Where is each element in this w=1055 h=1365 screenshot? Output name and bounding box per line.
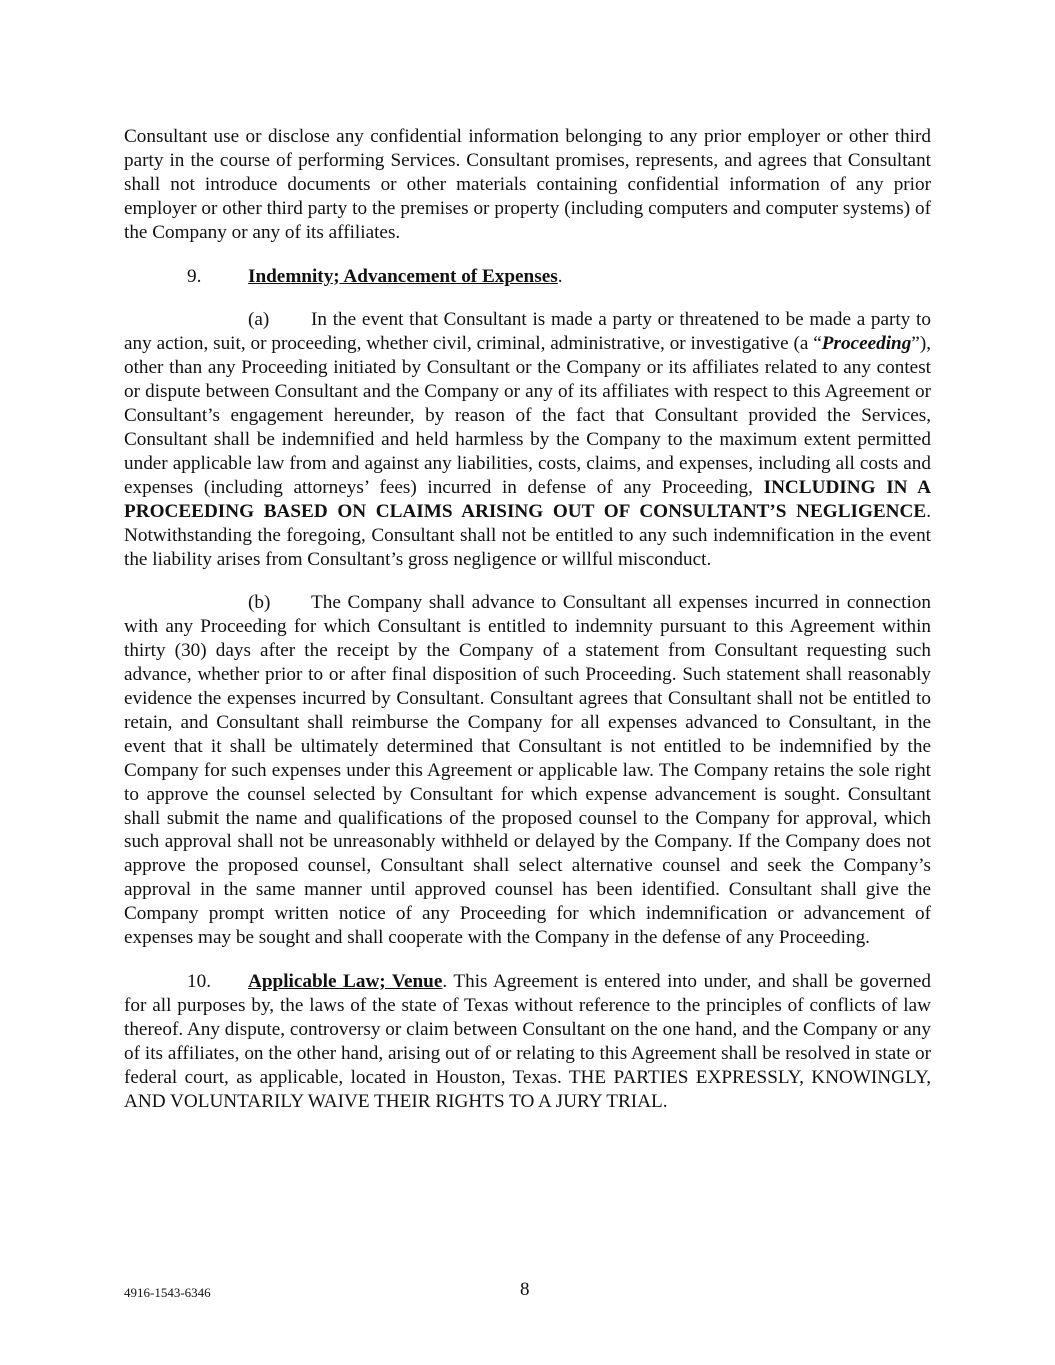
section-9-number: 9. — [187, 265, 202, 287]
section-10-text: . This Agreement is entered into under, and shall be governed for all purposes by, the laws of the state of Texas without reference to the principles of conflicts of law thereof. Any dispute, controversy or claim between Consultant on the one hand, and the Company or any of its affiliates, on the other hand, arising out of or relating to this Agreement shall be resolved in state or federal court, as applicable, located in Houston, Texas. THE PARTIES EXPRESSLY, KNOWINGLY, AND VOLUNTARILY WAIVE THEIR RIGHTS TO A JURY TRIAL. — [124, 971, 931, 1112]
section-9a-label: (a) — [248, 309, 270, 331]
section-9b-label: (b) — [248, 592, 271, 614]
section-10-paragraph — [124, 970, 931, 1113]
defined-term-proceeding: Proceeding — [821, 333, 912, 355]
document-page — [124, 125, 931, 1113]
section-9a-paragraph — [124, 308, 931, 571]
section-9a-text-2: ”), other than any Proceeding initiated by Consultant or the Company or its affiliates related to any contest or dispute between Consultant and the Company or any of its affiliates with respect to this Agreement or Consultant’s engagement hereunder, by reason of the fact that Consultant provided the Services, Consultant shall be indemnified and held harmless by the Company to the maximum extent permitted under applicable law from and against any liabilities, costs, claims, and expenses, including all costs and expenses (including attorneys’ fees) incurred in defense of any Proceeding, — [124, 333, 931, 498]
section-10-title: Applicable Law; Venue — [248, 971, 443, 992]
footer-page-number: 8 — [520, 1279, 530, 1300]
section-9a-text-3: . Notwithstanding the foregoing, Consultant shall not be entitled to any such indemnification in the event the liability arises from Consultant’s gross negligence or willful misconduct. — [124, 500, 931, 570]
section-9-title-end: . — [557, 265, 563, 287]
intro-paragraph: Consultant use or disclose any confidential information belonging to any prior employer or other third party in the course of performing Services. Consultant promises, represents, and agrees that Consultant shall not introduce documents or other materials containing confidential information of any prior employer or other third party to the premises or property (including computers and computer systems) of the Company or any of its affiliates. — [124, 126, 931, 243]
footer-document-id: 4916-1543-6346 — [124, 1285, 211, 1300]
section-9a-text-1: In the event that Consultant is made a party or threatened to be made a party to any action, suit, or proceeding, whether civil, criminal, administrative, or investigative (a “ — [124, 309, 931, 355]
section-10-number: 10. — [187, 971, 211, 992]
section-9-heading — [124, 265, 931, 289]
section-9-title: Indemnity; Advancement of Expenses — [248, 265, 558, 287]
section-9b-paragraph — [124, 591, 931, 950]
section-9b-text: The Company shall advance to Consultant all expenses incurred in connection with any Proceeding for which Consultant is entitled to indemnity pursuant to this Agreement within thirty (30) days after the receipt by the Company of a statement from Consultant requesting such advance, whether prior to or after final disposition of such Proceeding. Such statement shall reasonably evidence the expenses incurred by Consultant. Consultant agrees that Consultant shall not be entitled to retain, and Consultant shall reimburse the Company for all expenses advanced to Consultant, in the event that it shall be ultimately determined that Consultant is not entitled to be indemnified by the Company for such expenses under this Agreement or applicable law. The Company retains the sole right to approve the counsel selected by Consultant for which expense advancement is sought. Consultant shall submit the name and qualifications of the proposed counsel to the Company for approval, which such approval shall not be unreasonably withheld or delayed by the Company. If the Company does not approve the proposed counsel, Consultant shall select alternative counsel and seek the Company’s approval in the same manner until approved counsel has been identified. Consultant shall give the Company prompt written notice of any Proceeding for which indemnification or advancement of expenses may be sought and shall cooperate with the Company in the defense of any Proceeding. — [124, 592, 931, 949]
section-9a-bold-text: INCLUDING IN A PROCEEDING BASED ON CLAIMS ARISING OUT OF CONSULTANT’S NEGLIGENCE — [124, 476, 932, 522]
